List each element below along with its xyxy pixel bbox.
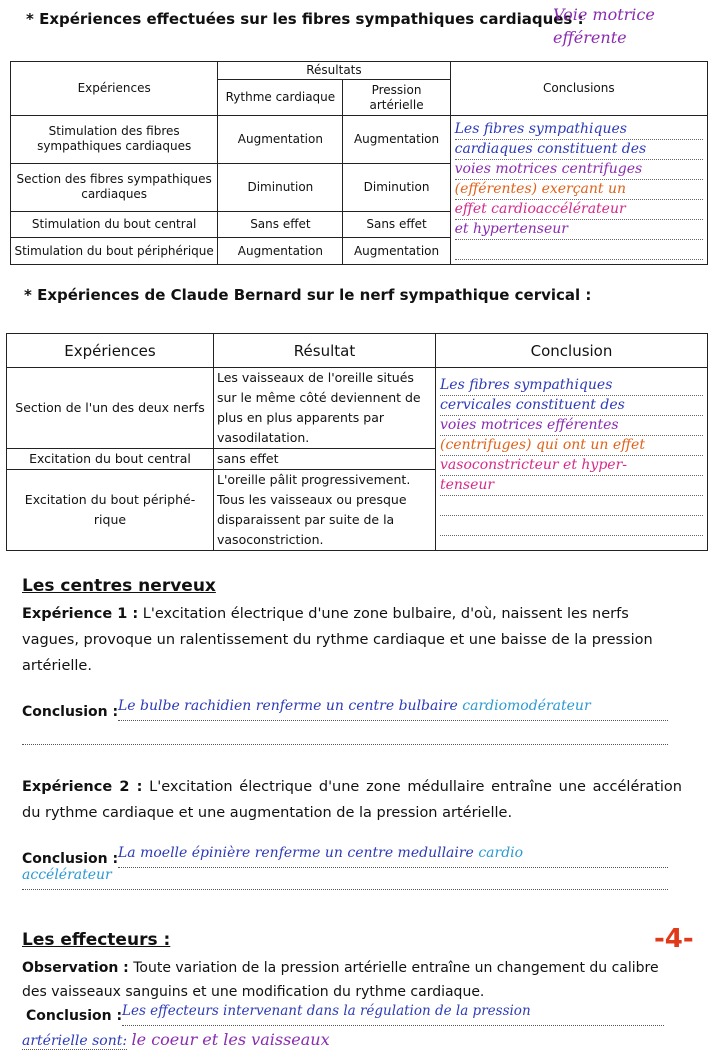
conclusion-line: Les fibres sympathiques — [455, 120, 703, 140]
conclusion-line: (efférentes) exerçant un — [455, 180, 703, 200]
cell-exp: Stimulation du bout périphérique — [11, 238, 218, 265]
conclusion-line: vasoconstricteur et hyper- — [440, 456, 703, 476]
cell-resultat: sans effet — [214, 449, 436, 470]
experience1-label: Expérience 1 : — [22, 606, 139, 622]
experience1-text: L'excitation électrique d'une zone bulbaire, d'où, naissent les nerfs vagues, provoque un ralentissement du rythme cardiaque et une baisse de la pression artérielle. — [22, 606, 653, 674]
cell-conclusion-handwritten — [450, 116, 707, 265]
handwritten-note-voie-motrice: Voie motrice — [553, 5, 655, 24]
handwritten-note-efferente: efférente — [553, 28, 627, 47]
cell-exp: Section de l'un des deux nerfs — [7, 368, 214, 449]
conclusion2-text: La moelle épinière renferme un centre medullaire — [118, 845, 474, 861]
cell-resultat: Les vaisseaux de l'oreille situés sur le même côté deviennent de plus en plus apparents par vasodilatation. — [214, 368, 436, 449]
conclusion3-label: Conclusion : — [26, 1008, 123, 1024]
section1-heading: * Expériences effectuées sur les fibres sympathiques cardiaques : — [26, 10, 584, 28]
conclusion1-line — [118, 698, 668, 721]
col-header-experiences: Expériences — [11, 62, 218, 116]
cell-rythme: Diminution — [218, 163, 343, 211]
conclusion1-label: Conclusion : — [22, 704, 119, 720]
cell-exp: Stimulation des fibres sympathiques cardiaques — [11, 116, 218, 164]
page-number-mark: -4- — [654, 924, 694, 954]
conclusion-line: Les fibres sympathiques — [440, 376, 703, 396]
cell-conclusion-handwritten — [436, 368, 708, 551]
conclusion2-line — [118, 845, 668, 868]
section2-heading: * Expériences de Claude Bernard sur le nerf sympathique cervical : — [24, 286, 592, 304]
conclusion2-label: Conclusion : — [22, 851, 119, 867]
centres-title: Les centres nerveux — [22, 576, 216, 596]
col-header-pression: Pression artérielle — [343, 80, 450, 116]
conclusion-line-empty — [440, 496, 703, 516]
col-header-resultat: Résultat — [214, 334, 436, 368]
conclusion1-text-cyan: cardiomodérateur — [462, 698, 591, 714]
conclusion-line: cardiaques constituent des — [455, 140, 703, 160]
conclusion1-text: Le bulbe rachidien renferme un centre bulbaire — [118, 698, 458, 714]
cell-resultat: L'oreille pâlit progressivement. Tous les vaisseaux ou presque disparaissent par suite de la vasoconstriction. — [214, 470, 436, 551]
conclusion3-text-blue: artérielle sont: — [22, 1033, 128, 1049]
cell-rythme: Augmentation — [218, 238, 343, 265]
experience1-paragraph — [22, 601, 682, 679]
conclusion-line: effet cardioaccélérateur — [455, 200, 703, 220]
conclusion3-line2 — [22, 1030, 330, 1049]
experience2-paragraph — [22, 774, 682, 826]
col-header-rythme: Rythme cardiaque — [218, 80, 343, 116]
col-header-resultats: Résultats — [218, 62, 450, 80]
conclusion-line-empty — [440, 516, 703, 536]
experience2-label: Expérience 2 : — [22, 779, 143, 795]
cell-pression: Augmentation — [343, 238, 450, 265]
cell-exp: Stimulation du bout central — [11, 211, 218, 238]
conclusion3-line1: Les effecteurs intervenant dans la régulation de la pression — [122, 1003, 664, 1026]
cell-exp: Excitation du bout périphé-rique — [7, 470, 214, 551]
observation-text: Toute variation de la pression artérielle entraîne un changement du calibre des vaisseaux sanguins et une modification du rythme cardiaque. — [22, 960, 659, 1000]
cell-pression: Sans effet — [343, 211, 450, 238]
table-sympathiques-cardiaques — [10, 61, 708, 265]
effecteurs-title: Les effecteurs : — [22, 930, 171, 950]
cell-exp: Excitation du bout central — [7, 449, 214, 470]
cell-rythme: Sans effet — [218, 211, 343, 238]
conclusion-line: (centrifuges) qui ont un effet — [440, 436, 703, 456]
table-row — [7, 368, 708, 449]
conclusion-line: voies motrices efférentes — [440, 416, 703, 436]
conclusion1-empty-line — [22, 722, 668, 745]
observation-label: Observation : — [22, 960, 129, 976]
observation-paragraph — [22, 956, 682, 1004]
conclusion3-text-purple: le coeur et les vaisseaux — [131, 1030, 330, 1049]
experience2-text: L'excitation électrique d'une zone médullaire entraîne une accélération du rythme cardiaque et une augmentation de la pression artérielle. — [22, 779, 682, 821]
col-header-conclusions: Conclusions — [450, 62, 707, 116]
conclusion-line: voies motrices centrifuges — [455, 160, 703, 180]
conclusion-line: tenseur — [440, 476, 703, 496]
conclusion2-line2: accélérateur — [22, 867, 668, 890]
cell-exp: Section des fibres sympathiques cardiaques — [11, 163, 218, 211]
col-header-conclusion: Conclusion — [436, 334, 708, 368]
cell-pression: Diminution — [343, 163, 450, 211]
conclusion2-text-cyan: cardio — [478, 845, 524, 861]
conclusion-line: cervicales constituent des — [440, 396, 703, 416]
table-row — [11, 116, 708, 164]
conclusion-line-empty — [455, 240, 703, 260]
cell-rythme: Augmentation — [218, 116, 343, 164]
col-header-experiences: Expériences — [7, 334, 214, 368]
cell-pression: Augmentation — [343, 116, 450, 164]
table-claude-bernard — [6, 333, 708, 551]
conclusion-line: et hypertenseur — [455, 220, 703, 240]
